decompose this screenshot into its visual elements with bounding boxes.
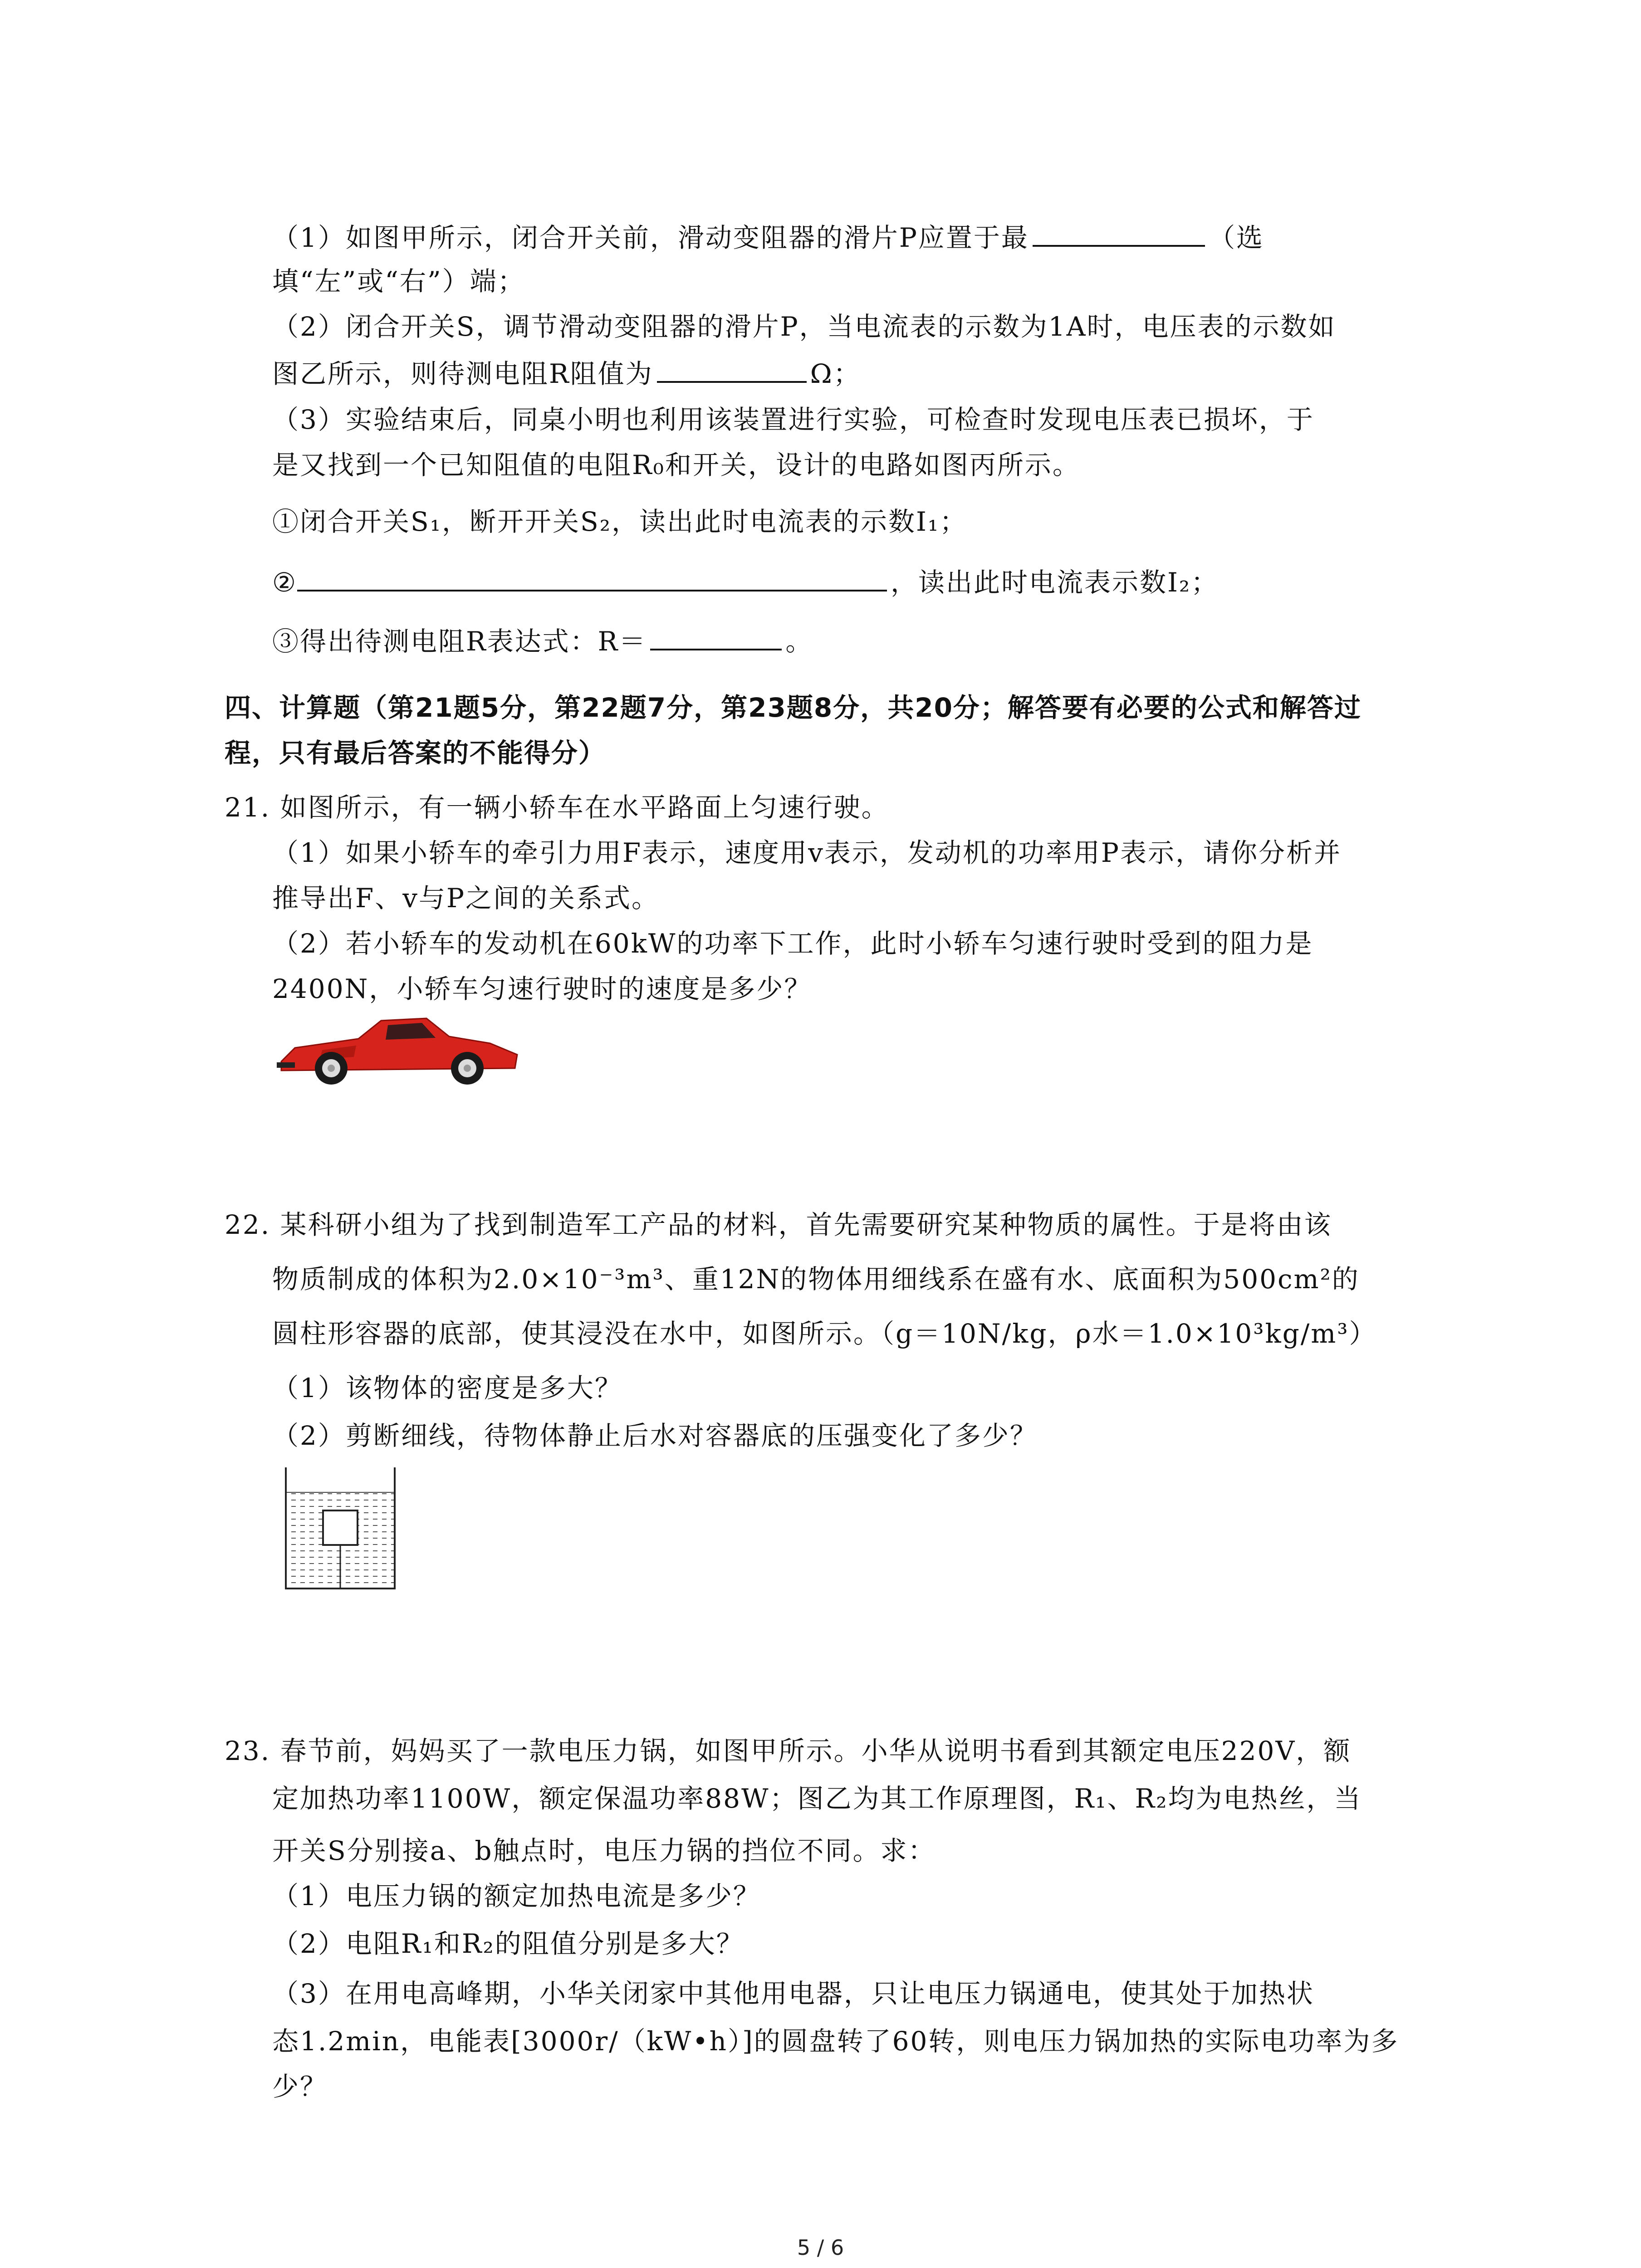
q21-part1-b: 推导出F、v与P之间的关系式。 <box>272 883 660 914</box>
q21-stem: 21. 如图所示，有一辆小轿车在水平路面上匀速行驶。 <box>225 792 889 823</box>
q21-part2-a: （2）若小轿车的发动机在60kW的功率下工作，此时小轿车匀速行驶时受到的阻力是 <box>272 928 1313 959</box>
q2-text-end: Ω； <box>810 358 861 389</box>
q1-line-a <box>272 218 1264 256</box>
red-car-image <box>277 1012 522 1089</box>
answer-blank <box>1033 218 1205 247</box>
q3-line-b: 是又找到一个已知阻值的电阻R₀和开关，设计的电路如图丙所示。 <box>272 450 1080 480</box>
step-2-text-end: ，读出此时电流表示数I₂； <box>891 567 1219 598</box>
water-container-diagram <box>281 1465 399 1592</box>
q2-text: 图乙所示，则待测电阻R阻值为 <box>272 358 653 389</box>
q23-part3-a: （3）在用电高峰期，小华关闭家中其他用电器，只让电压力锅通电，使其处于加热状 <box>272 1978 1314 2009</box>
step-3 <box>272 621 813 660</box>
q22-part2: （2）剪断细线，待物体静止后水对容器底的压强变化了多少？ <box>272 1420 1038 1451</box>
q23-part3-c: 少？ <box>272 2071 328 2102</box>
section-4-header-line-1: 四、计算题（第21题5分，第22题7分，第23题8分，共20分；解答要有必要的公式和解答过 <box>225 692 1362 723</box>
q23-part2: （2）电阻R₁和R₂的阻值分别是多大？ <box>272 1928 744 1959</box>
step-2 <box>272 562 1219 601</box>
q22-part1: （1）该物体的密度是多大？ <box>272 1373 622 1403</box>
step-1: ①闭合开关S₁，断开开关S₂，读出此时电流表的示数I₁； <box>272 506 968 537</box>
q3-line-a: （3）实验结束后，同桌小明也利用该装置进行实验，可检查时发现电压表已损坏，于 <box>272 404 1314 435</box>
page-number: 5 / 6 <box>797 2235 844 2260</box>
q1-text-end: （选 <box>1208 222 1264 253</box>
q21-part2-b: 2400N，小轿车匀速行驶时的速度是多少？ <box>272 973 812 1004</box>
answer-blank <box>657 354 807 383</box>
q23-stem-2: 定加热功率1100W，额定保温功率88W；图乙为其工作原理图，R₁、R₂均为电热丝，当 <box>272 1783 1362 1814</box>
q23-stem-3: 开关S分别接a、b触点时，电压力锅的挡位不同。求： <box>272 1835 936 1866</box>
q23-stem-1: 23. 春节前，妈妈买了一款电压力锅，如图甲所示。小华从说明书看到其额定电压220V，额 <box>225 1735 1352 1766</box>
q23-part3-b: 态1.2min，电能表[3000r/（kW•h）]的圆盘转了60转，则电压力锅加热的实际电功率为多 <box>272 2026 1399 2057</box>
step-3-text-end: 。 <box>785 626 813 657</box>
q21-part1-a: （1）如果小轿车的牵引力用F表示，速度用v表示，发动机的功率用P表示，请你分析并 <box>272 837 1342 868</box>
answer-blank <box>297 562 887 591</box>
q23-part1: （1）电压力锅的额定加热电流是多少？ <box>272 1881 761 1911</box>
q22-stem-3: 圆柱形容器的底部，使其浸没在水中，如图所示。（g＝10N/kg，ρ水＝1.0×10³kg/m³） <box>272 1318 1377 1349</box>
q22-stem-1: 22. 某科研小组为了找到制造军工产品的材料，首先需要研究某种物质的属性。于是将由该 <box>225 1209 1332 1240</box>
q1-line-b: 填“左”或“右”）端； <box>272 266 525 297</box>
q22-stem-2: 物质制成的体积为2.0×10⁻³m³、重12N的物体用细线系在盛有水、底面积为500cm²的 <box>272 1264 1360 1295</box>
answer-blank <box>650 621 782 650</box>
step-3-text: ③得出待测电阻R表达式：R＝ <box>272 626 647 657</box>
section-4-header-line-2: 程，只有最后答案的不能得分） <box>225 738 606 768</box>
q1-text: （1）如图甲所示，闭合开关前，滑动变阻器的滑片P应置于最 <box>272 222 1029 253</box>
q2-line-a: （2）闭合开关S，调节滑动变阻器的滑片P，当电流表的示数为1A时，电压表的示数如 <box>272 311 1336 342</box>
step-2-marker: ② <box>272 567 297 598</box>
q2-line-b <box>272 354 861 392</box>
